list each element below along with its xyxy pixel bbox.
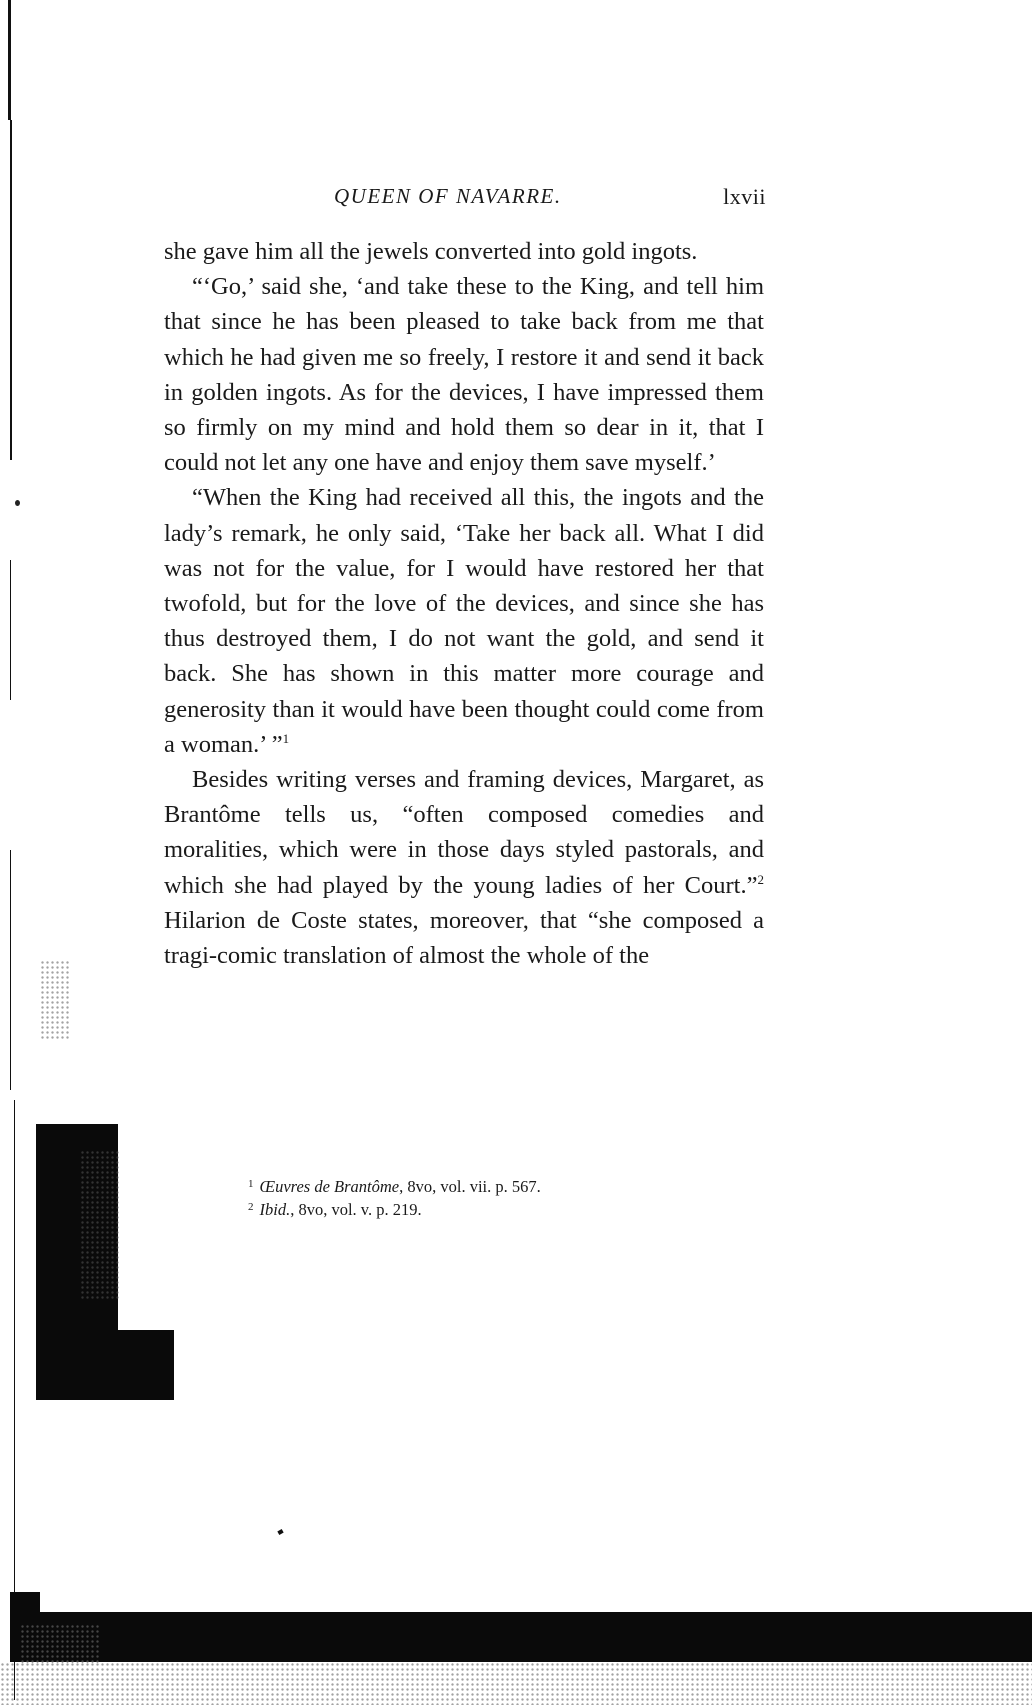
footnote-title: Ibid. [259,1200,291,1219]
scan-edge-line [10,560,11,700]
scan-noise [0,1662,1032,1705]
scan-bottom-bar [10,1612,1032,1662]
footnote-text: , 8vo, vol. vii. p. 567. [399,1177,541,1196]
body-text [164,234,764,973]
paragraph: she gave him all the jewels converted into gold ingots. [164,238,698,265]
scan-speck [277,1529,283,1535]
footnote-ref: 1 [282,730,290,746]
scan-noise [80,1150,120,1300]
footnote-number: 1 [248,1178,254,1190]
paragraph-text: “When the King had received all this, the ingots and the lady’s remark, he only said, ‘Take her back all. What I did was not for the value, for I would have restored her that twofold, but for the love of the devices, and since she has thus destroyed them, I do not want the gold, and send it back. She has shown in this matter more courage and generosity than it would have been thought could come from a woman.’ ” [164,484,764,758]
page-header [164,184,766,214]
paragraph [164,480,764,762]
scan-shadow-block [118,1330,174,1400]
footnote [248,1197,768,1220]
paragraph: “‘Go,’ said she, ‘and take these to the King, and tell him that since he has been pleased to take back from me that which he had given me so freely, I restore it and send it back in golden ingots. As for the devices, I have impressed them so firmly on my mind and hold them so dear in it, that I could not let any one have and enjoy them save myself.’ [164,273,764,477]
footnote-text: , 8vo, vol. v. p. 219. [290,1200,422,1219]
scan-speck [15,500,20,506]
scan-noise [40,960,70,1040]
scan-edge-line [8,0,11,120]
scan-noise [20,1624,100,1664]
paragraph [164,762,764,973]
footnote-title: Œuvres de Brantôme [259,1177,400,1196]
scan-edge-line [10,120,12,460]
paragraph-text: Besides writing verses and framing devices, Margaret, as Brantôme tells us, “often composed comedies and moralities, which were in those days styled pastorals, and which she had played by the young ladies of her Court.” [164,766,764,899]
footnote-ref: 2 [757,871,764,887]
footnote-number: 2 [248,1201,254,1213]
page-number: lxvii [723,184,766,209]
footnotes [248,1174,768,1220]
footnote [248,1174,768,1197]
paragraph-text: Hilarion de Coste states, moreover, that “she composed a tragi-comic translation of almost the whole of the [164,906,764,970]
scan-edge-line [10,850,11,1090]
running-title: QUEEN OF NAVARRE. [334,184,562,208]
